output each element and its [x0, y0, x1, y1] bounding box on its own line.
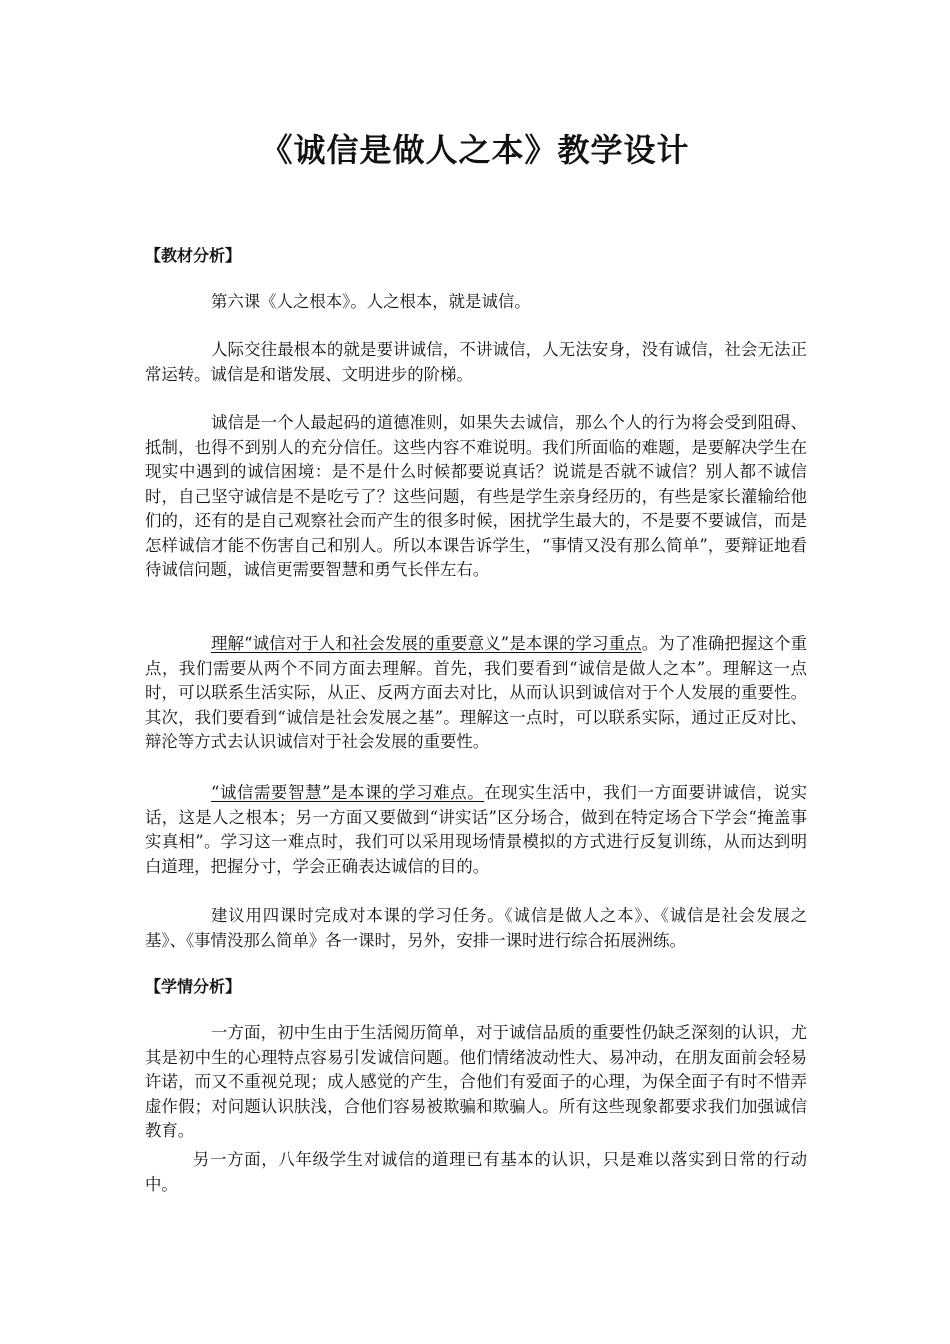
paragraph-key-point	[145, 632, 807, 755]
key-point-text: 。为了准确把握这个重点，我们需要从两个不同方面去理解。首先，我们要看到“诚信是做人之本”。理解这一点时，可以联系生活实际，从正、反两方面去对比，从而认识到诚信对于个人发展的重要性。其次，我们要看到“诚信是社会发展之基”。理解这一点时，可以联系实际，通过正反对比、辩沦等方式去认识诚信对于社会发展的重要性。	[145, 634, 807, 751]
section-heading-textbook-analysis: 【教材分析】	[145, 246, 242, 265]
difficult-point-text: 在现实生活中，我们一方面要讲诚信，说实话，这是人之根本；另一方面又要做到“讲实话”区分场合，做到在特定场合下学会“掩盖事实真相”。学习这一难点时，我们可以采用现场情景模拟的方式进行反复训练，从而达到明白道理，把握分寸，学会正确表达诚信的目的。	[145, 783, 807, 876]
section-heading-student-analysis: 【学情分析】	[145, 977, 242, 996]
paragraph-student-psychology: 一方面，初中生由于生活阅历简单，对于诚信品质的重要性仍缺乏深刻的认识，尤其是初中生的心理特点容易引发诚信问题。他们情绪波动性大、易冲动，在朋友面前会轻易许诺，而又不重视兑现；成人感觉的产生，合他们有爱面子的心理，为保全面子有时不惜弄虚作假；对问题认识肤浅，合他们容易被欺骗和欺骗人。所有这些现象都要求我们加强诚信教育。	[145, 1023, 807, 1140]
paragraph-integrity-dilemma: 诚信是一个人最起码的道德准则，如果失去诚信，那么个人的行为将会受到阻碍、抵制，也得不到别人的充分信任。这些内容不难说明。我们所面临的难题，是要解决学生在现实中遇到的诚信困境：是不是什么时候都要说真话？说谎是否就不诚信？别人都不诚信时，自己坚守诚信是不是吃亏了？这些问题，有些是学生亲身经历的，有些是家长灌输给他们的，还有的是自己观察社会而产生的很多时候，困扰学生最大的，不是要不要诚信，而是怎样诚信才能不伤害自己和别人。所以本课告诉学生，“事情又没有那么简单”，要辩证地看待诚信问题，诚信更需要智慧和勇气长伴左右。	[145, 413, 807, 579]
paragraph-grade-eight-students: 另一方面，八年级学生对诚信的道理已有基本的认识，只是难以落实到日常的行动中。	[145, 1150, 807, 1194]
difficult-point-underlined-text: “诚信需要智慧”是本课的学习难点。	[211, 783, 485, 802]
key-point-underlined-text: 理解“诚信对于人和社会发展的重要意义”是本课的学习重点	[211, 634, 642, 653]
paragraph-difficult-point	[145, 781, 807, 879]
paragraph-lesson-schedule: 建议用四课时完成对本课的学习任务。《诚信是做人之本》、《诚信是社会发展之基》、《事情没那么简单》各一课时，另外，安排一课时进行综合拓展洲练。	[145, 906, 807, 950]
document-title: 《诚信是做人之本》教学设计	[260, 131, 690, 169]
paragraph-lesson-intro: 第六课《人之根本》。人之根本，就是诚信。	[211, 292, 531, 311]
paragraph-interpersonal-integrity: 人际交往最根本的就是要讲诚信，不讲诚信，人无法安身，没有诚信，社会无法正常运转。诚信是和谐发展、文明进步的阶梯。	[145, 340, 807, 384]
